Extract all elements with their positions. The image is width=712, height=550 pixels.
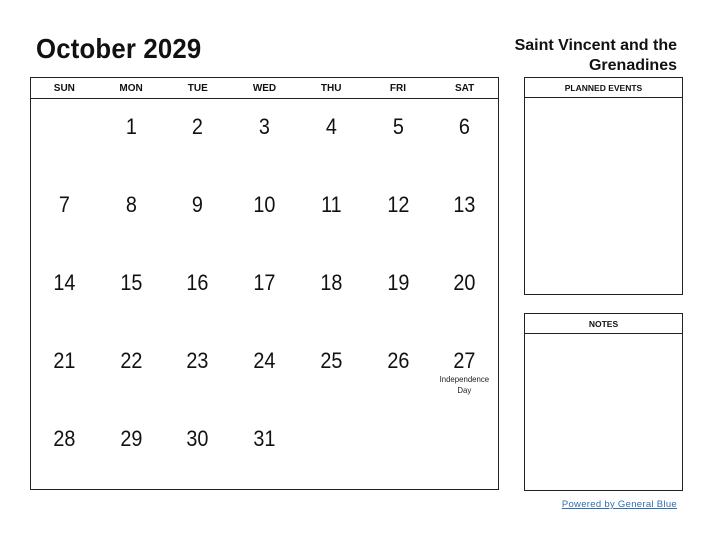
day-number: 31 <box>253 426 276 451</box>
dow-fri: FRI <box>389 82 406 94</box>
day-cell <box>365 333 432 411</box>
day-number: 20 <box>453 270 476 295</box>
day-cell <box>431 333 498 411</box>
day-cell <box>164 99 231 177</box>
day-cell <box>365 177 432 255</box>
day-number: 5 <box>392 114 404 139</box>
day-cell <box>164 255 231 333</box>
day-cell <box>98 99 165 177</box>
day-cell <box>164 333 231 411</box>
powered-by-link[interactable]: Powered by General Blue <box>561 499 677 510</box>
day-cell <box>431 255 498 333</box>
day-cell <box>98 255 165 333</box>
day-number: 14 <box>53 270 76 295</box>
day-number: 8 <box>125 192 137 217</box>
day-number: 28 <box>53 426 76 451</box>
day-cell <box>231 255 298 333</box>
day-cell <box>164 411 231 489</box>
day-number: 26 <box>386 348 409 373</box>
week-row-2 <box>31 177 498 255</box>
day-cell <box>98 333 165 411</box>
day-number: 7 <box>58 192 70 217</box>
day-cell <box>231 99 298 177</box>
day-cell <box>365 255 432 333</box>
day-cell <box>298 255 365 333</box>
day-number: 22 <box>120 348 143 373</box>
planned-events-panel <box>524 77 683 295</box>
day-number: 24 <box>253 348 276 373</box>
day-cell <box>31 177 98 255</box>
day-number: 27 <box>453 348 476 373</box>
day-cell <box>31 333 98 411</box>
day-cell <box>31 255 98 333</box>
dow-sun: SUN <box>53 82 75 94</box>
day-number: 12 <box>386 192 409 217</box>
week-row-1 <box>31 99 498 177</box>
day-number: 3 <box>258 114 270 139</box>
day-number: 10 <box>253 192 276 217</box>
day-cell <box>298 177 365 255</box>
calendar-grid <box>30 77 499 490</box>
holiday-label: Independence Day <box>439 374 490 395</box>
day-number: 29 <box>120 426 143 451</box>
day-number: 11 <box>320 192 342 217</box>
day-number: 23 <box>186 348 209 373</box>
day-cell <box>365 99 432 177</box>
day-cell <box>98 411 165 489</box>
day-cell <box>164 177 231 255</box>
day-cell <box>231 177 298 255</box>
day-number: 18 <box>320 270 343 295</box>
day-of-week-header <box>31 78 498 99</box>
day-number: 17 <box>253 270 276 295</box>
day-number: 13 <box>453 192 476 217</box>
country-name: Saint Vincent and the Grenadines <box>514 37 677 74</box>
day-number: 25 <box>320 348 343 373</box>
day-number: 15 <box>120 270 143 295</box>
day-number: 19 <box>386 270 409 295</box>
day-cell <box>298 411 365 489</box>
day-number: 6 <box>459 114 471 139</box>
dow-mon: MON <box>119 82 143 94</box>
day-cell <box>231 411 298 489</box>
dow-sat: SAT <box>455 82 475 94</box>
day-cell <box>431 99 498 177</box>
day-cell <box>31 99 98 177</box>
week-row-5 <box>31 411 498 489</box>
day-number: 9 <box>192 192 204 217</box>
day-cell <box>431 177 498 255</box>
day-cell <box>298 333 365 411</box>
day-cell <box>365 411 432 489</box>
day-number: 1 <box>125 114 137 139</box>
day-cell <box>98 177 165 255</box>
dow-tue: TUE <box>187 82 208 94</box>
day-cell <box>431 411 498 489</box>
day-cell <box>231 333 298 411</box>
day-number: 2 <box>192 114 204 139</box>
day-number: 16 <box>186 270 209 295</box>
notes-panel <box>524 313 683 491</box>
month-title: October 2029 <box>36 33 202 64</box>
week-row-4 <box>31 333 498 411</box>
week-row-3 <box>31 255 498 333</box>
notes-heading: NOTES <box>525 314 682 334</box>
dow-thu: THU <box>320 82 342 94</box>
planned-events-heading: PLANNED EVENTS <box>525 78 682 98</box>
day-cell <box>298 99 365 177</box>
day-number: 21 <box>53 348 76 373</box>
dow-wed: WED <box>252 82 277 94</box>
day-cell <box>31 411 98 489</box>
day-number: 4 <box>325 114 337 139</box>
day-number: 30 <box>186 426 209 451</box>
